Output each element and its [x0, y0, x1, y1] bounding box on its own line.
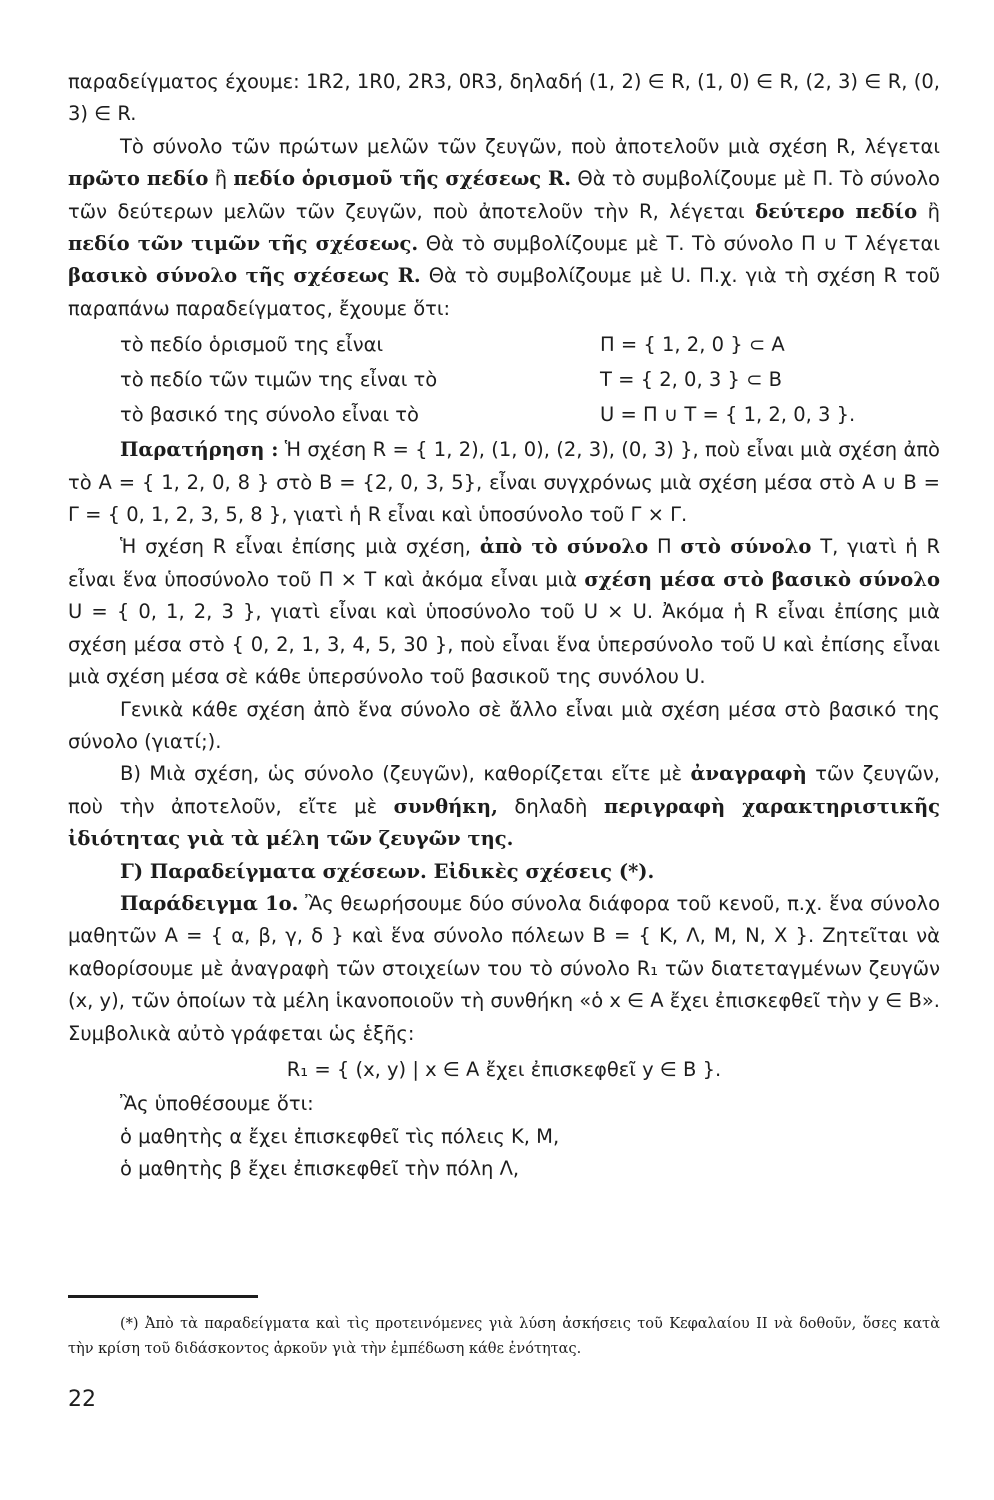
text: Τ, γιατὶ ἡ R εἶναι ἕνα ὑποσύνολο τοῦ Π × Τ καὶ ἀκόμα εἶναι μιὰ: [68, 535, 941, 591]
footnote: [68, 1312, 940, 1362]
text: ἢ: [917, 199, 940, 223]
text: Θὰ τὸ συμβολίζουμε μὲ U. Π.χ. γιὰ τὴ σχέση R τοῦ παραπάνω παραδείγματος, ἔχουμε ὅτι:: [68, 264, 940, 320]
definition-row: [68, 362, 940, 397]
example-heading: Παράδειγμα 1ο.: [120, 891, 299, 915]
page-number: 22: [68, 1387, 96, 1412]
footnote-rule: [68, 1295, 258, 1298]
text: Τὸ σύνολο τῶν πρώτων μελῶν τῶν ζευγῶν, ποὺ ἀποτελοῦν μιὰ σχέση R, λέγεται: [120, 134, 940, 158]
footnote-text: Ἀπὸ τὰ παραδείγματα καὶ τὶς προτεινόμενες γιὰ λύση ἀσκήσεις τοῦ Κεφαλαίου ΙΙ νὰ δοθοῦν, ὅσες κατὰ τὴν κρίση τοῦ διδάσκοντος ἀρκοῦν γιὰ τὴν ἐμπέδωση κάθε ἑνότητας.: [68, 1316, 940, 1357]
paragraph-relation-from-to: [68, 531, 940, 693]
text: τῶν ζευγῶν, ποὺ τὴν ἀποτελοῦν, εἴτε μὲ: [68, 762, 940, 818]
text: Γενικὰ κάθε σχέση ἀπὸ ἕνα σύνολο σὲ ἄλλο εἶναι μιὰ σχέση μέσα στὸ βασικό της σύνολο (γιατί;).: [68, 697, 940, 753]
term-condition: συνθήκη,: [393, 794, 498, 818]
definition-value: Π = { 1, 2, 0 } ⊂ Α: [600, 333, 785, 357]
text: Β) Μιὰ σχέση, ὡς σύνολο (ζευγῶν), καθορίζεται εἴτε μὲ: [120, 762, 691, 786]
text: ἢ: [208, 167, 234, 191]
term-relation-in-base: σχέση μέσα στὸ βασικὸ σύνολο: [584, 567, 940, 591]
definition-label: τὸ πεδίο ὁρισμοῦ της εἶναι: [120, 333, 384, 357]
term-second-field: δεύτερο πεδίο: [755, 199, 918, 223]
paragraph-general: [68, 694, 940, 759]
paragraph-assume: Ἂς ὑποθέσουμε ὅτι:: [120, 1092, 314, 1116]
definition-label: τὸ βασικό της σύνολο εἶναι τὸ: [120, 403, 419, 427]
term-range: πεδίο τῶν τιμῶν τῆς σχέσεως.: [68, 232, 419, 256]
fact-line: ὁ μαθητὴς β ἔχει ἐπισκεφθεῖ τὴν πόλη Λ,: [120, 1157, 520, 1181]
paragraph-example-1: [68, 888, 940, 1050]
text: Π: [648, 535, 681, 559]
definitions-table: [68, 327, 940, 432]
text: Θὰ τὸ συμβολίζουμε μὲ Τ. Τὸ σύνολο Π ∪ Τ λέγεται: [418, 232, 940, 256]
term-domain: πεδίο ὁρισμοῦ τῆς σχέσεως R.: [233, 167, 572, 191]
term-first-field: πρῶτο πεδίο: [68, 167, 209, 191]
text: Ἂς θεωρήσουμε δύο σύνολα διάφορα τοῦ κενοῦ, π.χ. ἕνα σύνολο μαθητῶν Α = { α, β, γ, δ } καὶ ἕνα σύνολο πόλεων Β = { Κ, Λ, Μ, Ν, Χ }. Ζητεῖται νὰ καθορίσουμε μὲ ἀναγραφὴ τῶν στοιχείων του τὸ σύνολο R₁ τῶν διατεταγμένων ζευγῶν (x, y), τῶν ὁποίων τὰ μέλη ἱκανοποιοῦν τὴ συνθήκη «ὁ x ∈ Α ἔχει ἐπισκεφθεῖ τὴν y ∈ Β». Συμβολικὰ αὐτὸ γράφεται ὡς ἑξῆς:: [68, 891, 941, 1045]
definition-label: τὸ πεδίο τῶν τιμῶν της εἶναι τὸ: [120, 368, 438, 392]
paragraph-remark: [68, 434, 940, 531]
term-from-set: ἀπὸ τὸ σύνολο: [479, 535, 649, 559]
definition-value: Τ = { 2, 0, 3 } ⊂ Β: [600, 368, 782, 392]
text: παραδείγματος έχουμε: 1R2, 1R0, 2R3, 0R3, δηλαδή (1, 2) ∈ R, (1, 0) ∈ R, (2, 3) ∈ R, (0, 3) ∈ R.: [68, 70, 940, 126]
term-characteristic-property: περιγραφὴ χαρακτηριστικῆς ἰδιότητας γιὰ τὰ μέλη τῶν ζευγῶν της.: [68, 794, 940, 851]
term-listing: ἀναγραφὴ: [690, 762, 807, 786]
text: Θὰ τὸ συμβολίζουμε μὲ Π. Τὸ σύνολο τῶν δεύτερων μελῶν τῶν ζευγῶν, ποὺ ἀποτελοῦν τὴν R, λέγεται: [68, 167, 940, 223]
paragraph-fields: [68, 131, 940, 325]
term-base-set: βασικὸ σύνολο τῆς σχέσεως R.: [68, 264, 421, 288]
text: U = { 0, 1, 2, 3 }, γιατὶ εἶναι καὶ ὑποσύνολο τοῦ U × U. Ἀκόμα ἡ R εἶναι ἐπίσης μιὰ σχέση μέσα στὸ { 0, 2, 1, 3, 4, 5, 30 }, ποὺ εἶναι ἕνα ὑπερσύνολο τοῦ U καὶ ἐπίσης εἶναι μιὰ σχέση μέσα σὲ κάθε ὑπερσύνολο τοῦ βασικοῦ της συνόλου U.: [68, 600, 940, 689]
formula: R₁ = { (x, y) | x ∈ Α ἔχει ἐπισκεφθεῖ y ∈ Β }.: [286, 1057, 722, 1081]
text: Ἡ σχέση R εἶναι ἐπίσης μιὰ σχέση,: [120, 535, 480, 559]
remark-heading: Παρατήρηση :: [120, 438, 279, 462]
term-to-set: στὸ σύνολο: [680, 535, 812, 559]
paragraph-intro: [68, 66, 940, 131]
text: δηλαδὴ: [497, 794, 604, 818]
definition-value: U = Π ∪ Τ = { 1, 2, 0, 3 }.: [600, 403, 856, 427]
page-body: [68, 66, 940, 1186]
footnote-mark: (*): [120, 1316, 139, 1332]
fact-line: ὁ μαθητὴς α ἔχει ἐπισκεφθεῖ τὶς πόλεις Κ, Μ,: [120, 1124, 560, 1148]
text: Ἡ σχέση R = { 1, 2), (1, 0), (2, 3), (0, 3) }, ποὺ εἶναι μιὰ σχέση ἀπὸ τὸ Α = { 1, 2, 0, 8 } στὸ Β = {2, 0, 3, 5}, εἶναι συγχρόνως μιὰ σχέση μέσα στὸ Α ∪ Β = Γ = { 0, 1, 2, 3, 5, 8 }, γιατὶ ἡ R εἶναι καὶ ὑποσύνολο τοῦ Γ × Γ.: [68, 438, 940, 527]
definition-row: [68, 397, 940, 432]
paragraph-definition-methods: [68, 758, 940, 855]
section-heading: Γ) Παραδείγματα σχέσεων. Εἰδικὲς σχέσεις (*).: [120, 859, 655, 883]
definition-row: [68, 327, 940, 362]
